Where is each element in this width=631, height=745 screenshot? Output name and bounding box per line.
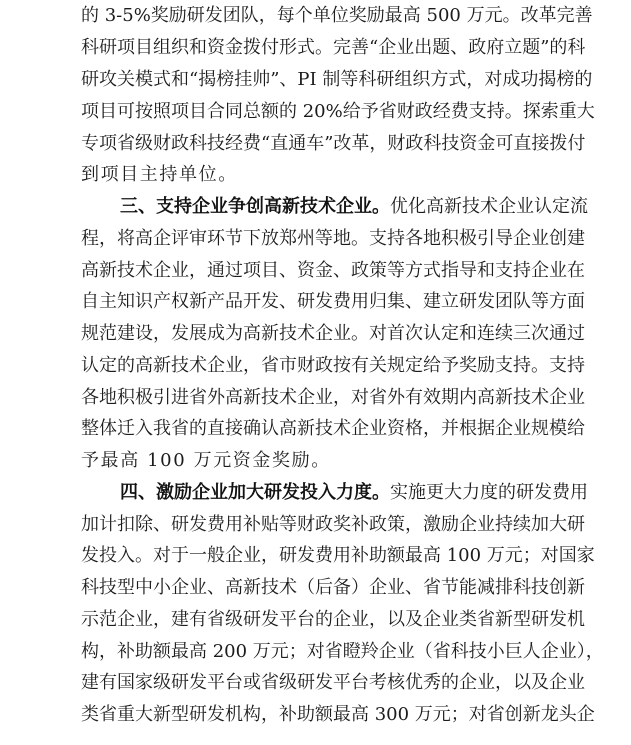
- paragraph-line: 项目可按照项目合同总额的 20%给予省财政经费支持。探索重大: [81, 101, 595, 122]
- section-3-intro: 优化高新技术企业认定流: [390, 196, 588, 217]
- section-4-heading: 四、激励企业加大研发投入力度。: [120, 482, 390, 503]
- paragraph-line: 研攻关模式和“揭榜挂帅”、PI 制等科研组织方式，对成功揭榜的: [81, 69, 593, 90]
- paragraph-line: 高新技术企业，通过项目、资金、政策等方式指导和支持企业在: [81, 260, 585, 281]
- paragraph-line: 各地积极引进省外高新技术企业，对省外有效期内高新技术企业: [81, 387, 585, 408]
- paragraph-line: 的 3-5%奖励研发团队，每个单位奖励最高 500 万元。改革完善: [81, 5, 593, 26]
- paragraph-line: 到项目主持单位。: [81, 164, 238, 185]
- paragraph-line: 认定的高新技术企业，省市财政按有关规定给予奖励支持。支持: [81, 355, 585, 376]
- paragraph-line: 科研项目组织和资金拨付形式。完善“企业出题、政府立题”的科: [81, 37, 586, 58]
- section-3-heading: 三、支持企业争创高新技术企业。: [120, 196, 390, 217]
- paragraph-line: 加计扣除、研发费用补贴等财政奖补政策，激励企业持续加大研: [81, 514, 585, 535]
- paragraph-line: 规范建设，发展成为高新技术企业。对首次认定和连续三次通过: [81, 323, 585, 344]
- section-3-first-line: [81, 191, 588, 223]
- section-4-first-line: [81, 477, 588, 509]
- paragraph-line: 类省重大新型研发机构，补助额最高 300 万元；对省创新龙头企: [81, 704, 595, 725]
- paragraph-line: 示范企业，建有省级研发平台的企业，以及企业类省新型研发机: [81, 609, 585, 630]
- paragraph-line: 构，补助额最高 200 万元；对省瞪羚企业（省科技小巨人企业），: [81, 641, 604, 662]
- section-4-intro: 实施更大力度的研发费用: [390, 482, 588, 503]
- paragraph-line: 科技型中小企业、高新技术（后备）企业、省节能减排科技创新: [81, 577, 585, 598]
- paragraph-line: 自主知识产权新产品开发、研发费用归集、建立研发团队等方面: [81, 291, 585, 312]
- paragraph-line: 发投入。对于一般企业，研发费用补助额最高 100 万元；对国家: [81, 545, 595, 566]
- paragraph-line: 程，将高企评审环节下放郑州等地。支持各地积极引导企业创建: [81, 228, 585, 249]
- paragraph-line: 整体迁入我省的直接确认高新技术企业资格，并根据企业规模给: [81, 418, 585, 439]
- paragraph-line: 予最高 100 万元资金奖励。: [81, 450, 331, 471]
- paragraph-line: 专项省级财政科技经费“直通车”改革，财政科技资金可直接拨付: [81, 133, 586, 154]
- paragraph-line: 建有国家级研发平台或省级研发平台考核优秀的企业，以及企业: [81, 672, 585, 693]
